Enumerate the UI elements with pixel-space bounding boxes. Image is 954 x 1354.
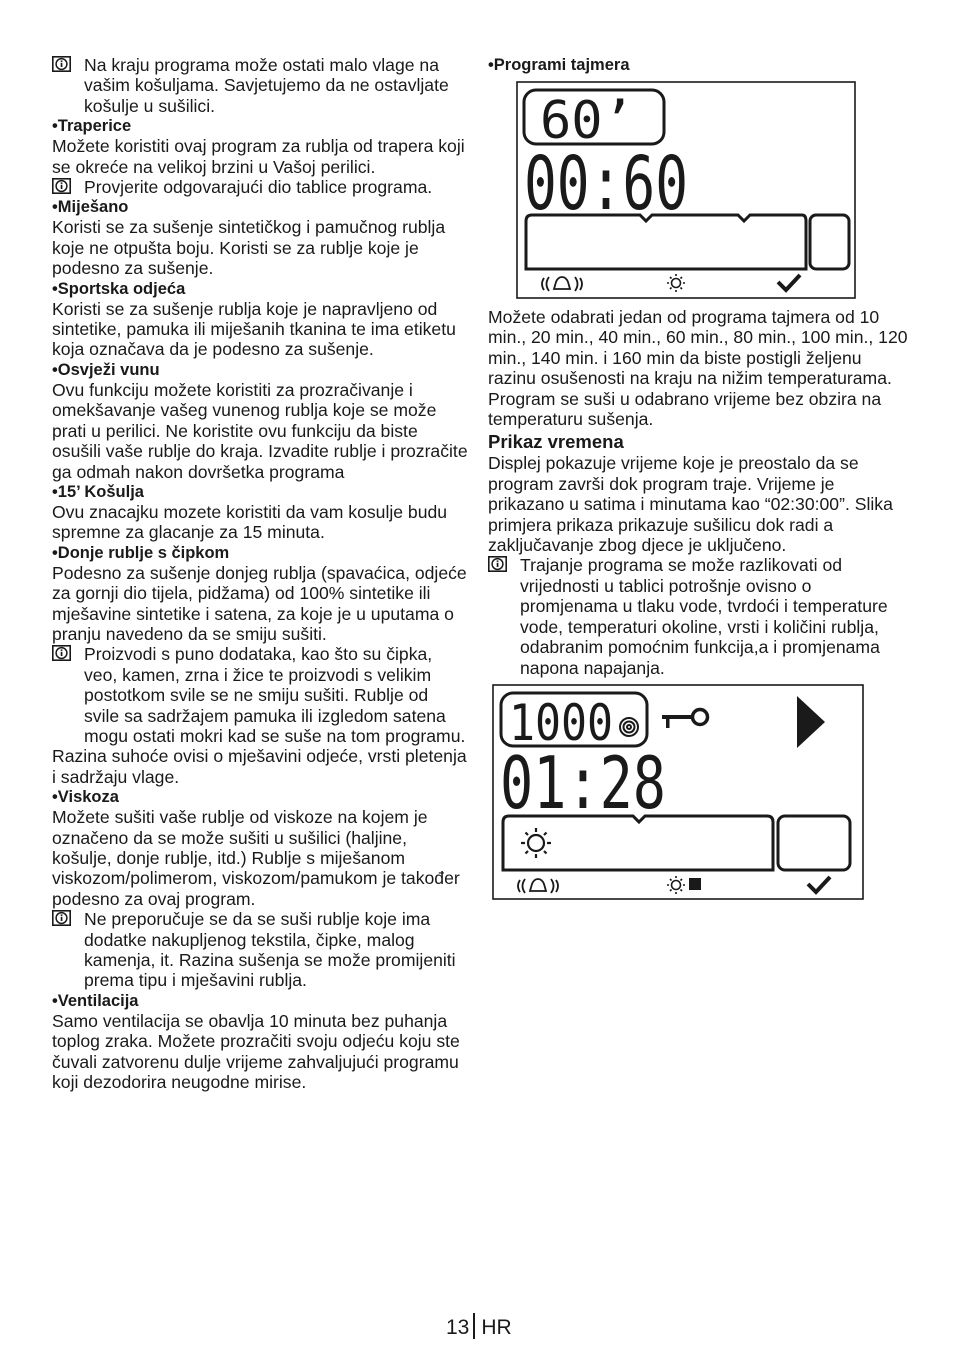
display-top-readout: 60’ — [540, 91, 634, 151]
square-indicator-icon — [689, 878, 701, 890]
section-heading-sportska: •Sportska odjeća — [52, 279, 186, 298]
left-column — [52, 55, 468, 1092]
time-display-illustration — [492, 684, 864, 900]
timer-display-illustration — [516, 81, 856, 299]
info-icon — [52, 56, 71, 72]
info-icon — [52, 178, 71, 194]
display-time-readout: 00:60 — [524, 141, 688, 227]
section-heading-kosulja: •15’ Košulja — [52, 482, 144, 501]
section-text: Možete koristiti ovaj program za rublja od trapera koji se okreće na velikoj brzini u Vašoj perilici. — [52, 136, 465, 177]
section-text: Samo ventilacija se obavlja 10 minuta bez puhanja toplog zraka. Možete prozračiti svoju odjeću koju ste čuvali zatvorenu dulje vrijeme zahvaljujući programu koji dezodorira neugodne mirise. — [52, 1010, 460, 1093]
section-text: Ovu funkciju možete koristiti za prozračivanje i omekšavanje vašeg vunenog rublja koje se može prati u perilici. Ne koristite ovu funkciju da biste osušili vaše rublje do kraja. Izvadite rublje i prozračite ga odmah nakon dovršetka programa — [52, 379, 468, 482]
info-icon — [52, 645, 71, 661]
section-text: Možete sušiti vaše rublje od viskoze na kojem je označeno da se može sušiti u sušilici (haljine, košulje, donje rublje, itd.) Rublje s miješanom viskozom/polimerom, viskozom/pamukom je također podesno za ovaj program. — [52, 807, 460, 909]
info-icon — [52, 910, 71, 926]
info-note — [488, 555, 908, 677]
section-heading-prikaz: Prikaz vremena — [488, 431, 624, 453]
note-text: Trajanje programa se može razlikovati od vrijednosti u tablici potrošnje ovisno o promjenama u tlaku vode, tvrdoći i temperature vode, temperaturi okoline, vrsti i količini rublja, odabranim pomoćnim funkcija,a i promjenama napona napajanja. — [520, 555, 888, 678]
language-code: HR — [481, 1316, 512, 1339]
section-heading-mijesano: •Miješano — [52, 198, 129, 217]
section-heading-vuna: •Osvježi vunu — [52, 360, 160, 379]
section-heading-tajmer: •Programi tajmera — [488, 56, 630, 74]
note-text: Ne preporučuje se da se suši rublje koje ima dodatke nakupljenog tekstila, čipke, malog kamenja, it. Razina sušenja se može promijeniti prema tipu i mješavini rublja. — [84, 909, 456, 991]
page-number: 13 — [446, 1316, 470, 1339]
note-text: Proizvodi s puno dodataka, kao što su čipka, veo, kamen, zrna i žice te proizvodi s velikim postotkom svile se ne smiju sušiti. Rublje od svile sa sadržajem pamuka ili izgledom satena mogu ostati mokri kad se suše na tom programu. — [84, 644, 466, 746]
section-text: Razina suhoće ovisi o mješavini odjeće, vrsti pletenja i sadržaju vlage. — [52, 746, 467, 787]
info-note — [52, 909, 468, 991]
display-time-readout: 01:28 — [500, 740, 666, 825]
section-text: Podesno za sušenje donjeg rublja (spavaćica, odjeće za gornji dio tijela, pidžama) od 100% sintetike ili mješavine sintetike i satena, za koje je u uputama o pranju navedeno da se smiju sušiti. — [52, 562, 467, 644]
info-icon — [488, 556, 507, 572]
note-text: Provjerite odgovarajući dio tablice programa. — [84, 177, 433, 198]
section-heading-viskoza: •Viskoza — [52, 788, 119, 807]
note-text: Na kraju programa može ostati malo vlage na vašim košuljama. Savjetujemo da ne ostavljate košulje u sušilici. — [84, 55, 449, 116]
section-text: Displej pokazuje vrijeme koje je preostalo da se program završi dok program traje. Vrijeme je prikazano u satima i minutama kao “02:30:00”. Slika primjera prikaza prikazuje sušilicu dok radi a zaključavanje zbog djece je uključeno. — [488, 453, 893, 556]
section-text: Koristi se za sušenje rublja koje je napravljeno od sintetike, pamuka ili miješanih tkanina te ima etiketu koja označava da je podesno za sušenje. — [52, 298, 456, 360]
section-text: Koristi se za sušenje sintetičkog i pamučnog rublja koje ne otpušta boju. Koristi se za rublje koje je podesno za sušenje. — [52, 217, 446, 279]
section-heading-traperice: •Traperice — [52, 117, 132, 136]
section-heading-donje: •Donje rublje s čipkom — [52, 543, 230, 562]
display-top-readout: 1000 — [509, 693, 613, 752]
info-note — [52, 177, 468, 197]
right-column — [488, 55, 908, 908]
section-text: Možete odabrati jedan od programa tajmera od 10 min., 20 min., 40 min., 60 min., 80 min., 100 min., 120 min., 140 min. i 160 min da biste postigli željenu razinu osušenosti na kraju na nižim temperaturama. Program se suši u odabrano vrijeme bez obzira na temperaturu sušenja. — [488, 307, 908, 430]
page-footer — [446, 1313, 512, 1342]
footer-divider — [473, 1313, 475, 1339]
section-heading-ventilacija: •Ventilacija — [52, 991, 139, 1010]
info-note — [52, 644, 468, 746]
info-note — [52, 55, 468, 116]
section-text: Ovu znacajku mozete koristiti da vam kosulje budu spremne za glacanje za 15 minuta. — [52, 501, 448, 543]
